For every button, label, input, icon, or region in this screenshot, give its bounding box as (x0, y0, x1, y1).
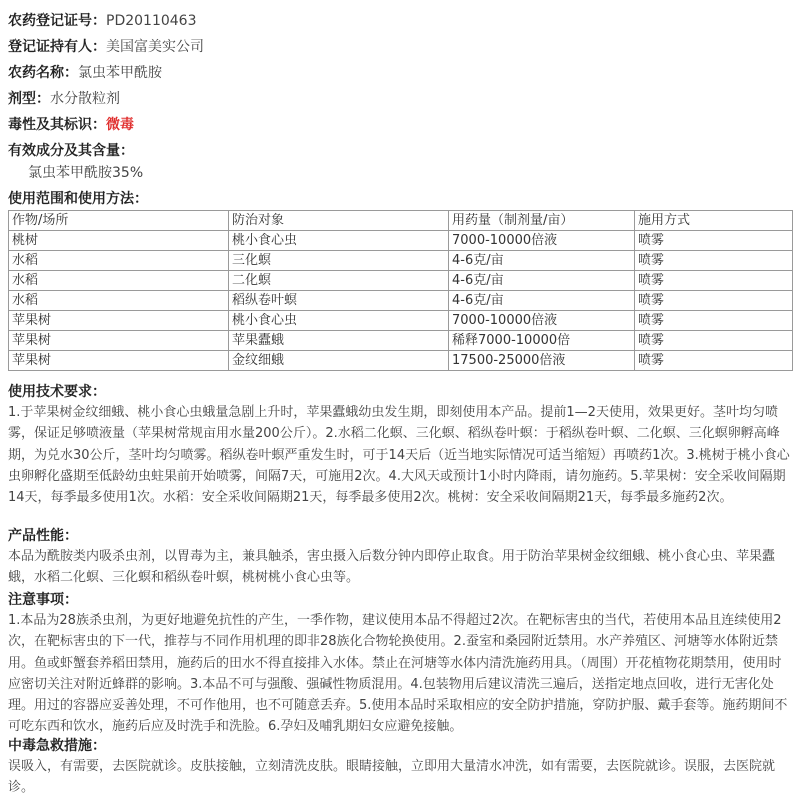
cell-target: 二化螟 (229, 271, 449, 291)
column-header-crop: 作物/场所 (9, 211, 229, 231)
cell-crop: 水稻 (9, 251, 229, 271)
usage-table-header-row (9, 211, 793, 231)
cell-dosage: 7000-10000倍液 (449, 311, 635, 331)
column-header-method: 施用方式 (635, 211, 793, 231)
cell-crop: 水稻 (9, 291, 229, 311)
table-row (9, 351, 793, 371)
toxicity-row (8, 114, 134, 136)
registration-holder-label: 登记证持有人： (8, 39, 106, 55)
usage-heading: 使用范围和使用方法： (8, 191, 148, 207)
cell-method: 喷雾 (635, 351, 793, 371)
technical-requirements-text: 1.于苹果树金纹细蛾、桃小食心虫蛾量急剧上升时，苹果蠹蛾幼虫发生期，即刻使用本产品。提前1—2天使用，效果更好。茎叶均匀喷雾，保证足够喷液量（苹果树常规亩用水量200公斤）。2.水稻二化螟、三化螟、稻纵卷叶螟：于稻纵卷叶螟、二化螟、三化螟卵孵高峰期，为兑水30公斤，茎叶均匀喷雾。稻纵卷叶螟严重发生时，可于14天后（近当地实际情况可适当缩短）再喷药1次。3.桃树于桃小食心虫卵孵化盛期至低龄幼虫蛀果前开始喷雾，间隔7天，可施用2次。4.大风天或预计1小时内降雨，请勿施药。5.苹果树：安全采收间隔期14天，每季最多使用1次。水稻：安全采收间隔期21天，每季最多使用2次。桃树：安全采收间隔期21天，每季最多施药2次。 (8, 405, 790, 506)
cell-target: 桃小食心虫 (229, 231, 449, 251)
cell-target: 苹果蠹蛾 (229, 331, 449, 351)
usage-table (8, 210, 793, 371)
cell-crop: 苹果树 (9, 311, 229, 331)
formulation-label: 剂型： (8, 91, 50, 107)
cell-crop: 水稻 (9, 271, 229, 291)
registration-holder-value: 美国富美实公司 (106, 39, 204, 55)
cell-dosage: 稀释7000-10000倍 (449, 331, 635, 351)
table-row (9, 271, 793, 291)
toxicity-label: 毒性及其标识： (8, 117, 106, 133)
registration-number-label: 农药登记证号： (8, 13, 106, 29)
column-header-target: 防治对象 (229, 211, 449, 231)
table-row (9, 311, 793, 331)
table-row (9, 231, 793, 251)
cell-target: 三化螟 (229, 251, 449, 271)
cell-dosage: 4-6克/亩 (449, 291, 635, 311)
cell-target: 金纹细蛾 (229, 351, 449, 371)
cell-method: 喷雾 (635, 251, 793, 271)
column-header-dosage: 用药量（制剂量/亩） (449, 211, 635, 231)
cell-method: 喷雾 (635, 291, 793, 311)
cell-method: 喷雾 (635, 271, 793, 291)
table-row (9, 331, 793, 351)
precautions-text: 1.本品为28族杀虫剂，为更好地避免抗性的产生，一季作物，建议使用本品不得超过2次。在靶标害虫的当代，若使用本品且连续使用2次，在靶标害虫的下一代，推荐与不同作用机理的即非28族化合物轮换使用。2.蚕室和桑园附近禁用。水产养殖区、河塘等水体附近禁用。鱼或虾蟹套养稻田禁用，施药后的田水不得直接排入水体。禁止在河塘等水体内清洗施药用具。（周围）开花植物花期禁用，使用时应密切关注对附近蜂群的影响。3.本品不可与强酸、强碱性物质混用。4.包装物用后建议清洗三遍后，送指定地点回收，进行无害化处理。用过的容器应妥善处理，不可作他用，也不可随意丢弃。5.使用本品时采取相应的安全防护措施，穿防护服、戴手套等。施药期间不可吃东西和饮水，施药后应及时洗手和洗脸。6.孕妇及哺乳期妇女应避免接触。 (8, 613, 788, 735)
cell-dosage: 7000-10000倍液 (449, 231, 635, 251)
formulation-row (8, 88, 120, 110)
cell-crop: 桃树 (9, 231, 229, 251)
registration-number-row (8, 10, 196, 32)
formulation-value: 水分散粒剂 (50, 91, 120, 107)
cell-dosage: 17500-25000倍液 (449, 351, 635, 371)
registration-holder-row (8, 36, 204, 58)
first-aid-heading: 中毒急救措施： (8, 738, 106, 754)
precautions-heading: 注意事项： (8, 592, 78, 608)
pesticide-name-value: 氯虫苯甲酰胺 (78, 65, 162, 81)
active-ingredient-value: 氯虫苯甲酰胺35% (28, 165, 144, 181)
cell-dosage: 4-6克/亩 (449, 271, 635, 291)
cell-crop: 苹果树 (9, 351, 229, 371)
cell-dosage: 4-6克/亩 (449, 251, 635, 271)
registration-number-value: PD20110463 (106, 13, 197, 29)
technical-requirements-heading: 使用技术要求： (8, 384, 106, 400)
pesticide-name-row (8, 62, 162, 84)
pesticide-name-label: 农药名称： (8, 65, 78, 81)
cell-method: 喷雾 (635, 311, 793, 331)
table-row (9, 291, 793, 311)
table-row (9, 251, 793, 271)
product-performance-text: 本品为酰胺类内吸杀虫剂，以胃毒为主，兼具触杀，害虫摄入后数分钟内即停止取食。用于防治苹果树金纹细蛾、桃小食心虫、苹果蠹蛾，水稻二化螟、三化螟和稻纵卷叶螟，桃树桃小食心虫等。 (8, 549, 776, 586)
cell-target: 桃小食心虫 (229, 311, 449, 331)
cell-method: 喷雾 (635, 231, 793, 251)
cell-crop: 苹果树 (9, 331, 229, 351)
product-performance-heading: 产品性能： (8, 528, 78, 544)
first-aid-text: 误吸入，有需要，去医院就诊。皮肤接触，立刻清洗皮肤。眼睛接触，立即用大量清水冲洗，如有需要，去医院就诊。误服，去医院就诊。 (8, 759, 776, 796)
active-ingredient-heading: 有效成分及其含量： (8, 143, 134, 159)
toxicity-value: 微毒 (106, 117, 134, 133)
cell-method: 喷雾 (635, 331, 793, 351)
cell-target: 稻纵卷叶螟 (229, 291, 449, 311)
